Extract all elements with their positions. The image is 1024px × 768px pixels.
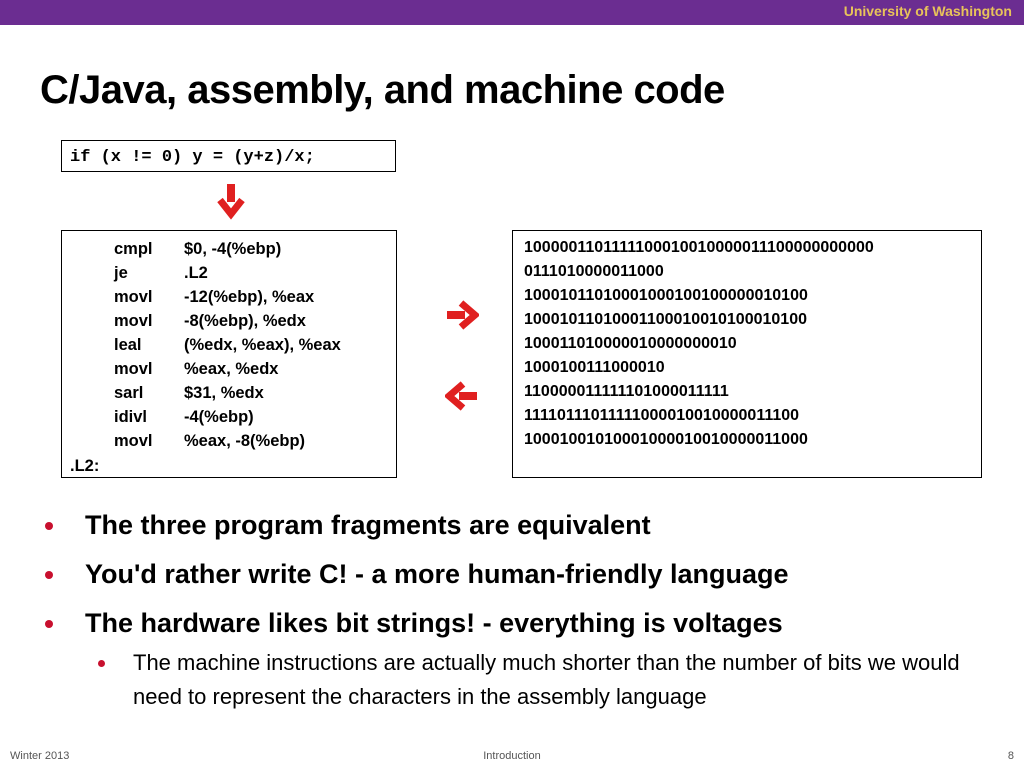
- bullet-text: The three program fragments are equivalent: [85, 510, 651, 540]
- assembly-operands: $0, -4(%ebp): [184, 240, 282, 258]
- machine-code-line: 100011010000010000000010: [524, 335, 737, 352]
- bullet-item: [45, 505, 1005, 554]
- assembly-opcode: movl: [114, 432, 153, 450]
- bullet-dot-icon: [45, 571, 53, 579]
- bullet-text: The hardware likes bit strings! - everything is voltages: [85, 608, 783, 638]
- assembly-opcode: leal: [114, 336, 142, 354]
- assembly-opcode: movl: [114, 288, 153, 306]
- footer-date: Winter 2013: [10, 750, 70, 762]
- assembly-operands: %eax, %edx: [184, 360, 279, 378]
- assembly-opcode: movl: [114, 312, 153, 330]
- right-arrow-icon: [447, 300, 479, 330]
- machine-code-line: 10001011010001000100100000010100: [524, 287, 808, 304]
- assembly-opcode: cmpl: [114, 240, 153, 258]
- machine-code-line: 11110111011111000010010000011100: [524, 407, 800, 424]
- assembly-opcode: je: [114, 264, 128, 282]
- assembly-label: .L2:: [70, 457, 100, 475]
- assembly-operands: $31, %edx: [184, 384, 264, 402]
- institution-name: University of Washington: [843, 3, 1012, 19]
- machine-code-box: [512, 230, 982, 478]
- assembly-operands: (%edx, %eax), %eax: [184, 336, 341, 354]
- machine-code-line: 10001011010001100010010100010100: [524, 311, 807, 328]
- header-bar: [0, 0, 1024, 25]
- bullet-item: [45, 603, 1005, 652]
- bullet-dot-icon: [45, 522, 53, 530]
- machine-code-line: 10001001010001000010010000011000: [524, 431, 808, 448]
- assembly-operands: -12(%ebp), %eax: [184, 288, 315, 306]
- bullet-dot-icon: [45, 620, 53, 628]
- assembly-code-box: [61, 230, 397, 478]
- machine-code-line: 1000001101111100010010000011100000000000: [524, 239, 874, 256]
- slide-title: C/Java, assembly, and machine code: [40, 68, 725, 112]
- assembly-opcode: sarl: [114, 384, 144, 402]
- machine-code-line: 110000011111101000011111: [524, 383, 729, 400]
- bullet-dot-icon: [98, 660, 105, 667]
- left-arrow-icon: [445, 381, 477, 411]
- down-arrow-icon: [217, 184, 245, 220]
- sub-bullet-item: [45, 646, 993, 714]
- assembly-opcode: idivl: [114, 408, 148, 426]
- assembly-operands: -8(%ebp), %edx: [184, 312, 306, 330]
- machine-code-line: 0111010000011000: [524, 263, 664, 280]
- footer-page-number: 8: [1007, 750, 1014, 762]
- c-code-box: if (x != 0) y = (y+z)/x;: [61, 140, 396, 172]
- assembly-operands: %eax, -8(%ebp): [184, 432, 306, 450]
- footer-section: Introduction: [483, 750, 541, 762]
- bullet-item: [45, 554, 1005, 603]
- assembly-operands: -4(%ebp): [184, 408, 254, 426]
- sub-bullet-text: The machine instructions are actually much shorter than the number of bits we would need to represent the characters in the assembly language: [133, 650, 960, 709]
- bullet-text: You'd rather write C! - a more human-friendly language: [85, 559, 789, 589]
- assembly-operands: .L2: [184, 264, 208, 282]
- bullet-list: [45, 505, 1005, 714]
- machine-code-line: 1000100111000010: [524, 359, 665, 376]
- assembly-opcode: movl: [114, 360, 153, 378]
